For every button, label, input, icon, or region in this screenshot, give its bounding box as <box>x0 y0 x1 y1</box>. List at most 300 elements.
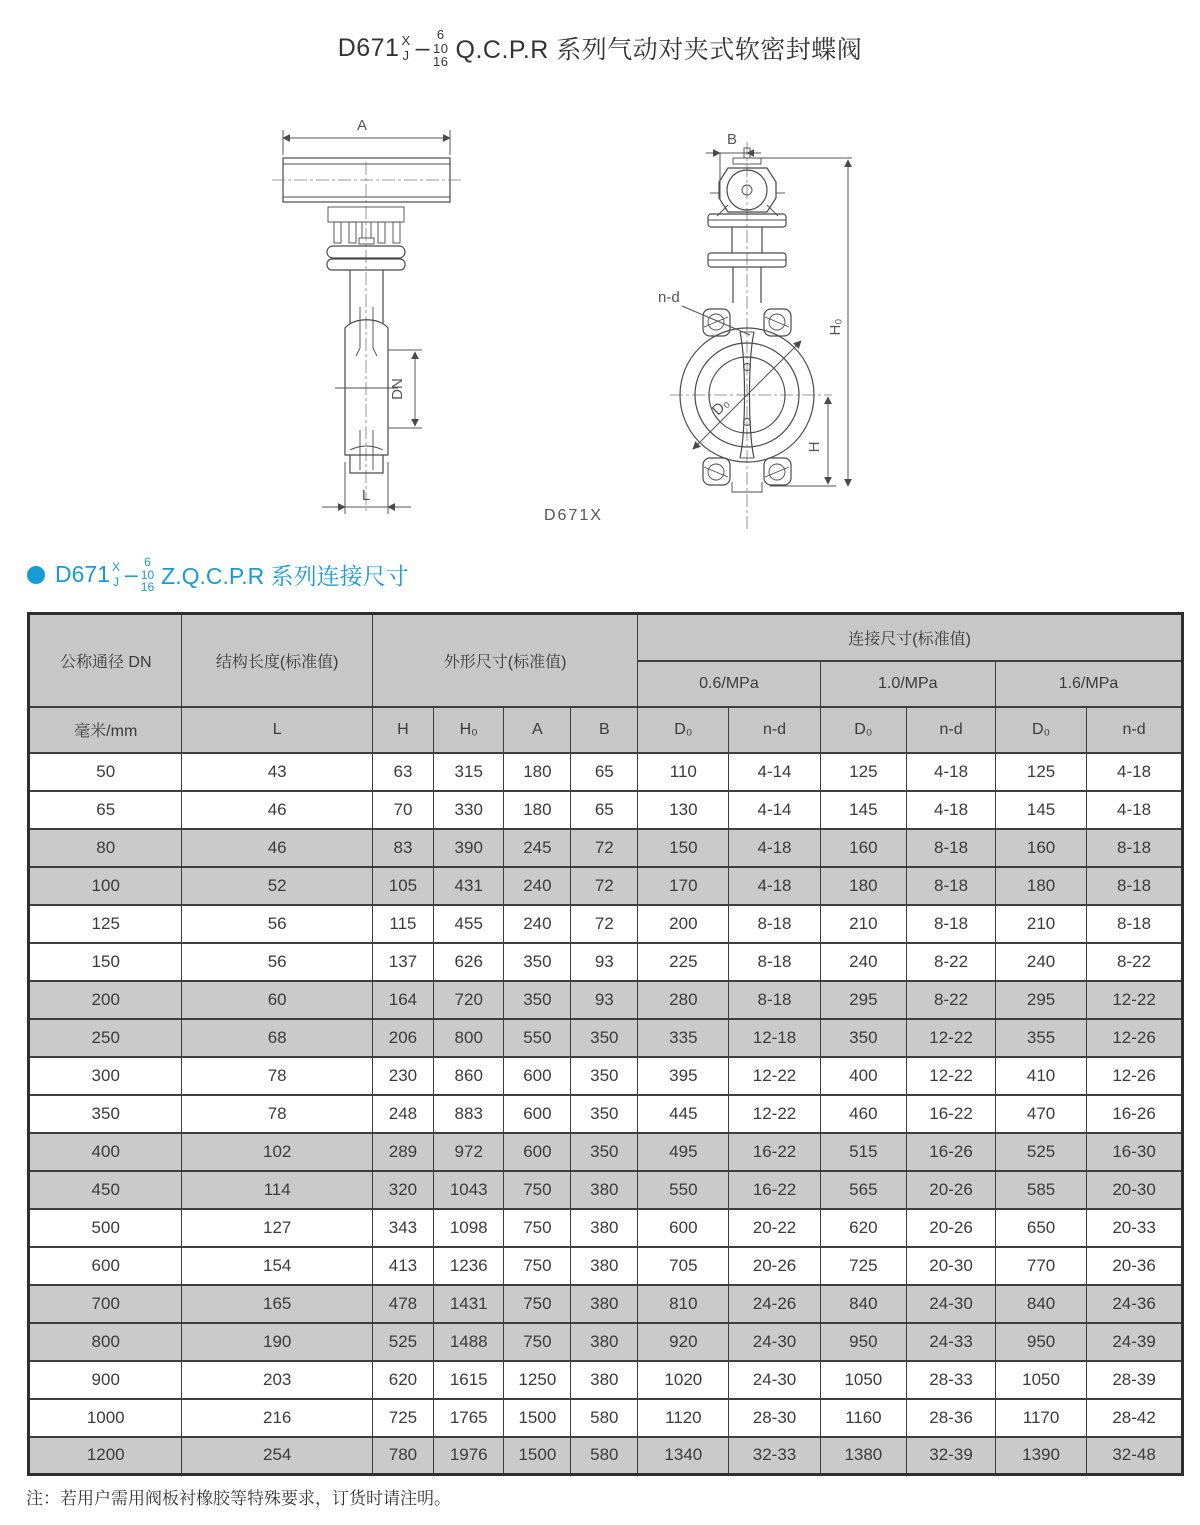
table-row <box>29 1133 1183 1171</box>
table-cell: 1200 <box>29 1437 182 1475</box>
table-row <box>29 981 1183 1019</box>
table-cell: 525 <box>372 1323 433 1361</box>
dim-label-l: L <box>361 487 371 504</box>
table-cell: 240 <box>504 905 571 943</box>
model-sub: J <box>402 48 410 64</box>
table-cell: 380 <box>571 1171 638 1209</box>
table-cell: 78 <box>182 1057 372 1095</box>
table-cell: 137 <box>372 943 433 981</box>
table-cell: 4-18 <box>729 829 820 867</box>
table-cell: 210 <box>995 905 1086 943</box>
section-rating-stack <box>141 556 154 594</box>
table-cell: 4-14 <box>729 753 820 791</box>
table-body <box>29 753 1183 1475</box>
table-cell: 810 <box>638 1285 729 1323</box>
table-cell: 431 <box>434 867 504 905</box>
table-cell: 750 <box>504 1209 571 1247</box>
table-row <box>29 867 1183 905</box>
table-cell: 210 <box>820 905 907 943</box>
table-row <box>29 943 1183 981</box>
table-cell: 800 <box>29 1323 182 1361</box>
table-cell: 1340 <box>638 1437 729 1475</box>
table-cell: 240 <box>504 867 571 905</box>
table-cell: 1488 <box>434 1323 504 1361</box>
table-cell: 320 <box>372 1171 433 1209</box>
table-cell: 1500 <box>504 1399 571 1437</box>
table-cell: 455 <box>434 905 504 943</box>
table-cell: 600 <box>504 1133 571 1171</box>
table-cell: 8-18 <box>1087 905 1183 943</box>
table-cell: 12-22 <box>729 1095 820 1133</box>
section-series-name: Z.Q.C.P.R 系列连接尺寸 <box>161 563 409 590</box>
table-cell: 295 <box>995 981 1086 1019</box>
table-cell: 8-22 <box>1087 943 1183 981</box>
table-cell: 626 <box>434 943 504 981</box>
table-cell: 1431 <box>434 1285 504 1323</box>
model-code: D671 <box>337 33 400 62</box>
table-cell: 154 <box>182 1247 372 1285</box>
table-cell: 460 <box>820 1095 907 1133</box>
table-cell: 12-22 <box>1087 981 1183 1019</box>
table-cell: 1120 <box>638 1399 729 1437</box>
table-row <box>29 1171 1183 1209</box>
table-cell: 180 <box>504 753 571 791</box>
table-cell: 24-30 <box>729 1361 820 1399</box>
model-sup: X <box>401 32 411 48</box>
table-cell: 110 <box>638 753 729 791</box>
table-cell: 920 <box>638 1323 729 1361</box>
table-cell: 515 <box>820 1133 907 1171</box>
table-cell: 950 <box>995 1323 1086 1361</box>
table-cell: 206 <box>372 1019 433 1057</box>
table-cell: 780 <box>372 1437 433 1475</box>
table-cell: 8-18 <box>907 905 996 943</box>
table-cell: 180 <box>820 867 907 905</box>
dim-label-d0: D₀ <box>708 394 733 419</box>
table-cell: 180 <box>995 867 1086 905</box>
table-cell: 125 <box>820 753 907 791</box>
table-cell: 20-33 <box>1087 1209 1183 1247</box>
table-cell: 1000 <box>29 1399 182 1437</box>
table-cell: 4-18 <box>1087 791 1183 829</box>
table-row <box>29 1361 1183 1399</box>
table-cell: 700 <box>29 1285 182 1323</box>
table-cell: 335 <box>638 1019 729 1057</box>
col-H0: H₀ <box>434 707 504 753</box>
header-pressure-0.6: 0.6/MPa <box>638 661 820 707</box>
col-D0-1.6: D₀ <box>995 707 1086 753</box>
table-cell: 1020 <box>638 1361 729 1399</box>
table-cell: 16-22 <box>729 1171 820 1209</box>
table-cell: 102 <box>182 1133 372 1171</box>
table-cell: 725 <box>372 1399 433 1437</box>
table-cell: 289 <box>372 1133 433 1171</box>
table-cell: 28-30 <box>729 1399 820 1437</box>
table-row <box>29 905 1183 943</box>
table-cell: 1380 <box>820 1437 907 1475</box>
table-cell: 380 <box>571 1361 638 1399</box>
dim-label-h: H <box>806 441 823 453</box>
header-connection-dims: 连接尺寸(标准值) <box>638 614 1183 661</box>
table-row <box>29 1095 1183 1133</box>
table-cell: 1615 <box>434 1361 504 1399</box>
table-cell: 1236 <box>434 1247 504 1285</box>
table-cell: 130 <box>638 791 729 829</box>
col-D0-0.6: D₀ <box>638 707 729 753</box>
table-cell: 770 <box>995 1247 1086 1285</box>
table-cell: 114 <box>182 1171 372 1209</box>
table-cell: 16-22 <box>729 1133 820 1171</box>
table-cell: 150 <box>638 829 729 867</box>
dim-label-b: B <box>726 131 738 148</box>
table-cell: 1500 <box>504 1437 571 1475</box>
table-cell: 28-36 <box>907 1399 996 1437</box>
table-cell: 65 <box>571 753 638 791</box>
table-cell: 16-26 <box>1087 1095 1183 1133</box>
table-cell: 343 <box>372 1209 433 1247</box>
table-cell: 4-18 <box>1087 753 1183 791</box>
table-cell: 600 <box>29 1247 182 1285</box>
col-H: H <box>372 707 433 753</box>
table-cell: 68 <box>182 1019 372 1057</box>
table-cell: 203 <box>182 1361 372 1399</box>
table-cell: 245 <box>504 829 571 867</box>
table-cell: 620 <box>372 1361 433 1399</box>
table-cell: 32-48 <box>1087 1437 1183 1475</box>
table-cell: 248 <box>372 1095 433 1133</box>
table-cell: 550 <box>504 1019 571 1057</box>
table-cell: 160 <box>995 829 1086 867</box>
table-cell: 72 <box>571 829 638 867</box>
table-cell: 46 <box>182 829 372 867</box>
table-cell: 250 <box>29 1019 182 1057</box>
table-cell: 4-18 <box>907 753 996 791</box>
section-bullet-icon <box>27 566 45 584</box>
table-cell: 24-26 <box>729 1285 820 1323</box>
model-dash: – <box>415 33 431 62</box>
table-cell: 413 <box>372 1247 433 1285</box>
table-cell: 800 <box>434 1019 504 1057</box>
table-cell: 705 <box>638 1247 729 1285</box>
table-cell: 600 <box>638 1209 729 1247</box>
table-cell: 600 <box>504 1057 571 1095</box>
table-cell: 315 <box>434 753 504 791</box>
section-dash: – <box>125 561 138 588</box>
footnote: 注：若用户需用阀板衬橡胶等特殊要求，订货时请注明。 <box>26 1489 451 1508</box>
table-cell: 127 <box>182 1209 372 1247</box>
table-cell: 350 <box>571 1133 638 1171</box>
table-cell: 600 <box>504 1095 571 1133</box>
table-cell: 24-33 <box>907 1323 996 1361</box>
table-cell: 8-18 <box>729 981 820 1019</box>
table-row <box>29 829 1183 867</box>
table-cell: 28-42 <box>1087 1399 1183 1437</box>
table-cell: 225 <box>638 943 729 981</box>
table-cell: 750 <box>504 1285 571 1323</box>
table-cell: 750 <box>504 1323 571 1361</box>
table-cell: 24-36 <box>1087 1285 1183 1323</box>
table-cell: 24-39 <box>1087 1323 1183 1361</box>
section-model-code: D671 <box>55 561 110 588</box>
table-cell: 495 <box>638 1133 729 1171</box>
valve-side-view-drawing <box>250 100 500 520</box>
table-cell: 410 <box>995 1057 1086 1095</box>
section-header <box>27 556 409 594</box>
table-cell: 300 <box>29 1057 182 1095</box>
table-cell: 565 <box>820 1171 907 1209</box>
table-cell: 720 <box>434 981 504 1019</box>
table-cell: 470 <box>995 1095 1086 1133</box>
table-cell: 145 <box>995 791 1086 829</box>
dim-label-nd: n-d <box>658 289 680 306</box>
table-cell: 750 <box>504 1171 571 1209</box>
table-cell: 20-26 <box>907 1209 996 1247</box>
table-cell: 8-18 <box>907 867 996 905</box>
table-cell: 32-33 <box>729 1437 820 1475</box>
section-variant-stack <box>112 561 120 588</box>
col-A: A <box>504 707 571 753</box>
table-cell: 8-18 <box>1087 829 1183 867</box>
table-cell: 52 <box>182 867 372 905</box>
table-cell: 63 <box>372 753 433 791</box>
table-cell: 70 <box>372 791 433 829</box>
col-nd-1.6: n-d <box>1087 707 1183 753</box>
header-dn: 公称通径 DN <box>29 614 182 707</box>
rating-6: 6 <box>436 27 445 42</box>
table-cell: 16-26 <box>907 1133 996 1171</box>
table-cell: 280 <box>638 981 729 1019</box>
table-cell: 500 <box>29 1209 182 1247</box>
table-cell: 65 <box>571 791 638 829</box>
table-cell: 12-26 <box>1087 1019 1183 1057</box>
table-cell: 12-26 <box>1087 1057 1183 1095</box>
table-cell: 380 <box>571 1323 638 1361</box>
table-row <box>29 1437 1183 1475</box>
table-cell: 350 <box>571 1057 638 1095</box>
table-cell: 16-30 <box>1087 1133 1183 1171</box>
table-cell: 450 <box>29 1171 182 1209</box>
table-row <box>29 1019 1183 1057</box>
table-cell: 950 <box>820 1323 907 1361</box>
table-cell: 72 <box>571 905 638 943</box>
table-cell: 380 <box>571 1285 638 1323</box>
table-cell: 78 <box>182 1095 372 1133</box>
table-cell: 115 <box>372 905 433 943</box>
table-cell: 93 <box>571 943 638 981</box>
table-cell: 80 <box>29 829 182 867</box>
section-rating-6: 6 <box>144 555 151 569</box>
table-cell: 20-30 <box>1087 1171 1183 1209</box>
section-sup: X <box>111 560 120 575</box>
table-cell: 1390 <box>995 1437 1086 1475</box>
table-cell: 12-22 <box>729 1057 820 1095</box>
table-cell: 395 <box>638 1057 729 1095</box>
table-cell: 200 <box>638 905 729 943</box>
unit-mm: 毫米/mm <box>29 707 182 753</box>
table-cell: 83 <box>372 829 433 867</box>
col-D0-1.0: D₀ <box>820 707 907 753</box>
table-cell: 1043 <box>434 1171 504 1209</box>
table-cell: 580 <box>571 1437 638 1475</box>
table-cell: 16-22 <box>907 1095 996 1133</box>
table-cell: 12-22 <box>907 1057 996 1095</box>
table-cell: 240 <box>995 943 1086 981</box>
header-outline-dims: 外形尺寸(标准值) <box>372 614 637 707</box>
table-cell: 355 <box>995 1019 1086 1057</box>
table-cell: 350 <box>504 981 571 1019</box>
valve-front-view-drawing <box>620 110 880 540</box>
table-cell: 28-33 <box>907 1361 996 1399</box>
table-cell: 20-30 <box>907 1247 996 1285</box>
table-cell: 883 <box>434 1095 504 1133</box>
col-B: B <box>571 707 638 753</box>
table-row <box>29 1209 1183 1247</box>
table-cell: 20-26 <box>907 1171 996 1209</box>
table-cell: 24-30 <box>907 1285 996 1323</box>
table-cell: 8-18 <box>729 943 820 981</box>
table-cell: 216 <box>182 1399 372 1437</box>
table-cell: 160 <box>820 829 907 867</box>
table-cell: 380 <box>571 1209 638 1247</box>
page-title <box>0 28 1200 69</box>
table-cell: 93 <box>571 981 638 1019</box>
table-cell: 8-18 <box>907 829 996 867</box>
table-cell: 1098 <box>434 1209 504 1247</box>
series-name: Q.C.P.R 系列气动对夹式软密封蝶阀 <box>455 36 863 65</box>
table-cell: 105 <box>372 867 433 905</box>
table-cell: 4-18 <box>907 791 996 829</box>
table-cell: 390 <box>434 829 504 867</box>
table-cell: 12-22 <box>907 1019 996 1057</box>
table-cell: 8-22 <box>907 981 996 1019</box>
table-cell: 200 <box>29 981 182 1019</box>
table-cell: 65 <box>29 791 182 829</box>
dim-label-h0: H₀ <box>827 318 844 336</box>
table-cell: 550 <box>638 1171 729 1209</box>
table-cell: 620 <box>820 1209 907 1247</box>
section-sub: J <box>112 574 119 589</box>
table-cell: 43 <box>182 753 372 791</box>
col-nd-1.0: n-d <box>907 707 996 753</box>
table-cell: 8-22 <box>907 943 996 981</box>
table-row <box>29 1285 1183 1323</box>
table-cell: 125 <box>29 905 182 943</box>
table-cell: 32-39 <box>907 1437 996 1475</box>
table-row <box>29 1247 1183 1285</box>
table-cell: 350 <box>820 1019 907 1057</box>
table-row <box>29 1323 1183 1361</box>
table-cell: 525 <box>995 1133 1086 1171</box>
table-cell: 165 <box>182 1285 372 1323</box>
table-cell: 900 <box>29 1361 182 1399</box>
pressure-rating-stack <box>433 28 448 69</box>
table-cell: 350 <box>504 943 571 981</box>
table-cell: 350 <box>571 1019 638 1057</box>
table-cell: 56 <box>182 943 372 981</box>
table-cell: 24-30 <box>729 1323 820 1361</box>
table-cell: 164 <box>372 981 433 1019</box>
table-cell: 330 <box>434 791 504 829</box>
table-cell: 350 <box>29 1095 182 1133</box>
table-cell: 8-18 <box>1087 867 1183 905</box>
table-cell: 860 <box>434 1057 504 1095</box>
rating-10: 10 <box>433 40 449 56</box>
table-cell: 972 <box>434 1133 504 1171</box>
table-cell: 230 <box>372 1057 433 1095</box>
header-pressure-1.6: 1.6/MPa <box>995 661 1182 707</box>
table-cell: 20-26 <box>729 1247 820 1285</box>
table-cell: 12-18 <box>729 1019 820 1057</box>
dim-label-dn: DN <box>389 378 406 400</box>
table-cell: 840 <box>820 1285 907 1323</box>
table-cell: 580 <box>571 1399 638 1437</box>
table-cell: 478 <box>372 1285 433 1323</box>
table-cell: 400 <box>29 1133 182 1171</box>
section-rating-16: 16 <box>140 580 155 595</box>
table-cell: 1050 <box>995 1361 1086 1399</box>
table-cell: 350 <box>571 1095 638 1133</box>
table-cell: 125 <box>995 753 1086 791</box>
table-cell: 170 <box>638 867 729 905</box>
table-cell: 1050 <box>820 1361 907 1399</box>
table-cell: 380 <box>571 1247 638 1285</box>
table-row <box>29 1399 1183 1437</box>
table-cell: 56 <box>182 905 372 943</box>
table-cell: 240 <box>820 943 907 981</box>
table-cell: 20-22 <box>729 1209 820 1247</box>
table-row <box>29 1057 1183 1095</box>
table-cell: 28-39 <box>1087 1361 1183 1399</box>
table-cell: 100 <box>29 867 182 905</box>
col-L: L <box>182 707 372 753</box>
table-cell: 20-36 <box>1087 1247 1183 1285</box>
table-cell: 8-18 <box>729 905 820 943</box>
rating-16: 16 <box>433 54 449 70</box>
table-row <box>29 753 1183 791</box>
table-cell: 750 <box>504 1247 571 1285</box>
table-cell: 295 <box>820 981 907 1019</box>
table-row <box>29 791 1183 829</box>
table-cell: 145 <box>820 791 907 829</box>
header-structure-length: 结构长度(标准值) <box>182 614 372 707</box>
table-cell: 150 <box>29 943 182 981</box>
table-cell: 180 <box>504 791 571 829</box>
table-cell: 585 <box>995 1171 1086 1209</box>
table-cell: 1170 <box>995 1399 1086 1437</box>
table-cell: 4-14 <box>729 791 820 829</box>
table-cell: 1765 <box>434 1399 504 1437</box>
table-cell: 1160 <box>820 1399 907 1437</box>
table-cell: 1250 <box>504 1361 571 1399</box>
table-cell: 725 <box>820 1247 907 1285</box>
table-cell: 400 <box>820 1057 907 1095</box>
table-cell: 60 <box>182 981 372 1019</box>
dim-label-a: A <box>356 117 368 134</box>
table-cell: 4-18 <box>729 867 820 905</box>
table-cell: 1976 <box>434 1437 504 1475</box>
table-cell: 445 <box>638 1095 729 1133</box>
table-cell: 190 <box>182 1323 372 1361</box>
table-cell: 72 <box>571 867 638 905</box>
table-cell: 50 <box>29 753 182 791</box>
section-rating-10: 10 <box>140 567 155 582</box>
connection-dimensions-table <box>27 612 1184 1476</box>
table-cell: 840 <box>995 1285 1086 1323</box>
model-variant-stack <box>401 34 410 63</box>
col-nd-0.6: n-d <box>729 707 820 753</box>
header-pressure-1.0: 1.0/MPa <box>820 661 995 707</box>
table-cell: 46 <box>182 791 372 829</box>
